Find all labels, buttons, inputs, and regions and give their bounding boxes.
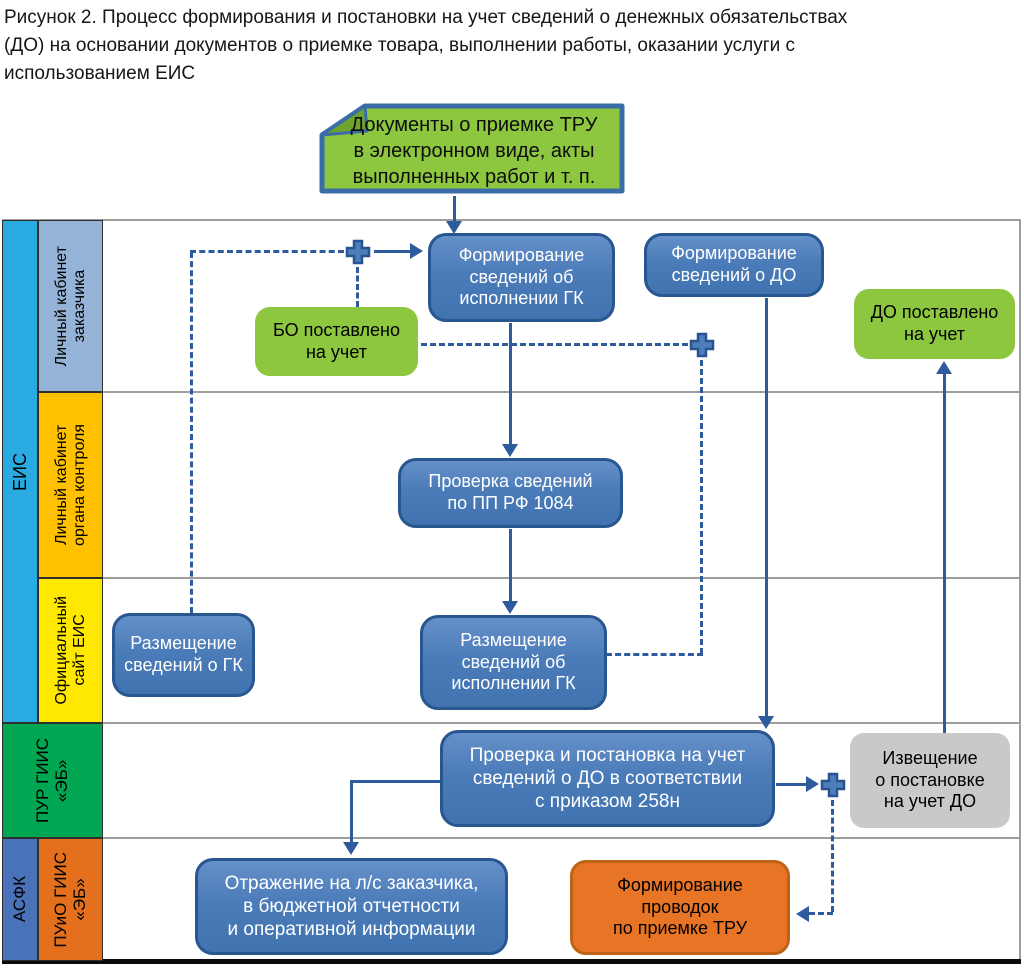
plus-junction-icon (819, 771, 847, 799)
node-place-gk: Размещение сведений о ГК (112, 613, 255, 697)
plus-junction-icon (688, 331, 716, 359)
dashed-line-to-plus1 (190, 250, 344, 253)
grid-right-border (1019, 219, 1021, 963)
lane-official-site (38, 578, 103, 723)
node-check-258: Проверка и постановка на учет сведений о ДО в соответствии с приказом 258н (440, 730, 775, 827)
node-form-exec-gk: Формирование сведений об исполнении ГК (428, 233, 615, 322)
lane-customer-cabinet-label: Личный кабинет заказчика (52, 245, 88, 367)
node-do-registered: ДО поставлено на учет (854, 289, 1015, 359)
line-down-to-reflect (350, 780, 353, 843)
node-entries: Формирование проводок по приемке ТРУ (570, 860, 790, 955)
dashed-line-place-gk-up (190, 252, 193, 613)
dashed-line-plus1-to-bo (356, 267, 359, 307)
line-notice-to-do (943, 373, 946, 733)
lane-asfk (2, 838, 38, 961)
grid-top-border (2, 219, 1021, 221)
line-formdo-to-check258 (765, 298, 768, 717)
arrow-right-icon (410, 243, 423, 259)
grid-row-line-4 (102, 837, 1021, 839)
grid-row-line-2 (102, 577, 1021, 579)
grid-row-line-3 (102, 722, 1021, 724)
lane-asfk-label: АСФК (10, 876, 30, 923)
figure-caption: Рисунок 2. Процесс формирования и постановки на учет сведений о денежных обязательствах (ДО) на основании документов о приемке товара, выполнении работы, оказании услуги с использованием ЕИС (4, 7, 848, 84)
arrow-down-icon (343, 842, 359, 855)
lane-puio-giis-label: ПУиО ГИИС «ЭБ» (51, 851, 90, 948)
document-node-label: Документы о приемке ТРУ в электронном виде, акты выполненных работ и т. п. (350, 114, 598, 188)
node-place-exec-gk: Размещение сведений об исполнении ГК (420, 615, 607, 710)
node-bo-registered: БО поставлено на учет (255, 307, 418, 376)
line-form-to-check (509, 323, 512, 444)
lane-puio-giis (38, 838, 103, 961)
grid-row-line-1 (102, 391, 1021, 393)
lane-customer-cabinet (38, 220, 103, 392)
lane-pur-giis (2, 723, 103, 838)
lane-control-cabinet-label: Личный кабинет органа контроля (52, 423, 88, 547)
lane-pur-giis-label: ПУР ГИИС «ЭБ» (33, 738, 72, 823)
dashed-line-to-place-exec (606, 653, 703, 656)
line-check258-to-plus3 (776, 783, 806, 786)
dashed-line-plus3-down (831, 800, 834, 912)
node-notice: Извещение о постановке на учет ДО (850, 733, 1010, 828)
node-form-do: Формирование сведений о ДО (644, 233, 824, 297)
arrow-down-icon (502, 601, 518, 614)
grid-bottom-border (2, 959, 1021, 964)
lane-control-cabinet (38, 392, 103, 578)
arrow-left-icon (796, 906, 809, 922)
line-check-to-place (509, 529, 512, 602)
dashed-line-plus2-down (700, 360, 703, 654)
line-doc-down (453, 196, 456, 222)
line-plus1-to-form (374, 250, 410, 253)
dashed-line-to-entries (809, 912, 833, 915)
plus-junction-icon (344, 238, 372, 266)
line-check258-left (351, 780, 440, 783)
lane-eis-label: ЕИС (9, 452, 30, 491)
arrow-down-icon (758, 716, 774, 729)
lane-eis (2, 220, 38, 723)
node-check-1084: Проверка сведений по ПП РФ 1084 (398, 458, 623, 528)
lane-official-site-label: Официальный сайт ЕИС (52, 596, 88, 705)
dashed-line-bo-to-plus2 (421, 343, 688, 346)
arrow-up-icon (936, 361, 952, 374)
arrow-right-icon (806, 776, 819, 792)
node-reflect: Отражение на л/с заказчика, в бюджетной отчетности и оперативной информации (195, 858, 508, 955)
arrow-down-icon (502, 444, 518, 457)
